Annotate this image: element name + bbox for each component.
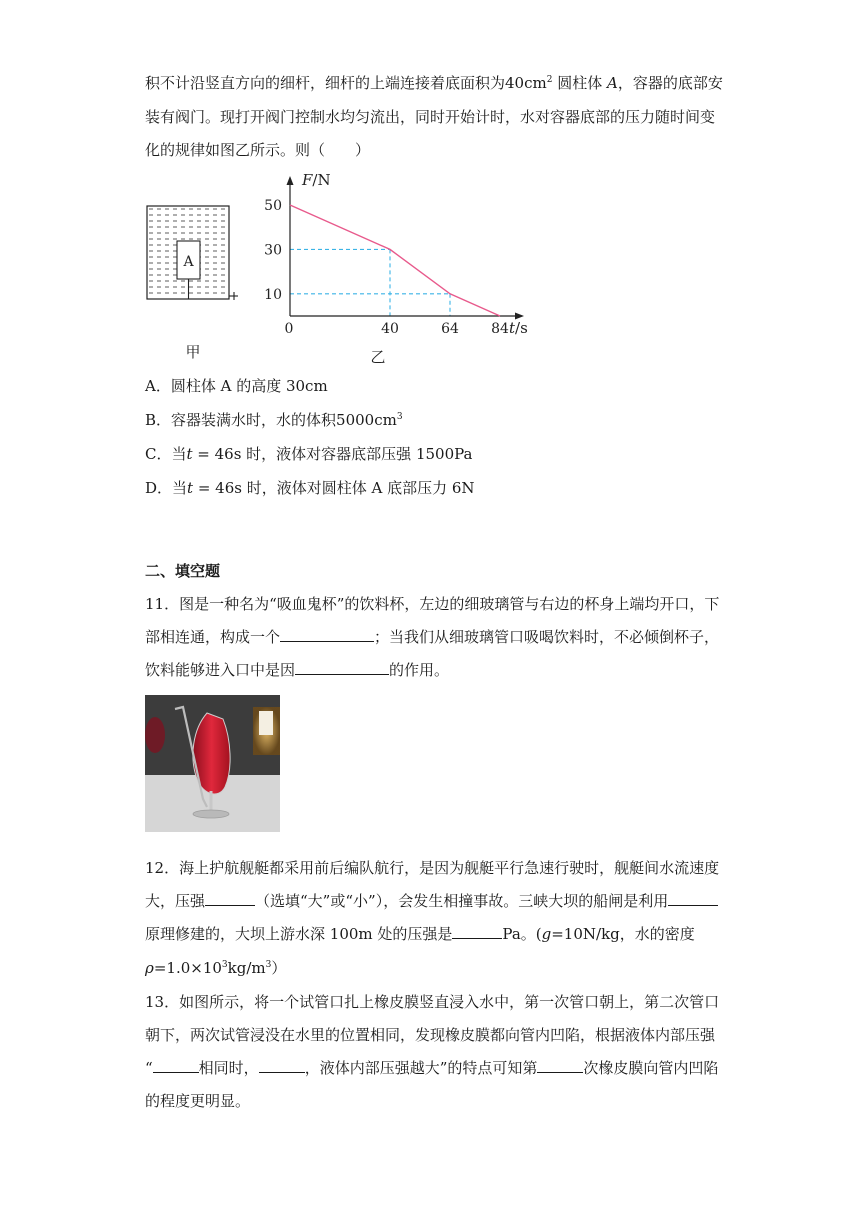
q13-blank-1[interactable]	[153, 1058, 199, 1073]
q10-line-1: 积不计沿竖直方向的细杆，细杆的上端连接着底面积为$40cm^2$ 圆柱体 A，容器的底部安	[145, 74, 723, 92]
figure-jia-caption: 甲	[185, 343, 201, 361]
q11-line-1: 11．图是一种名为“吸血鬼杯”的饮料杯，左边的细玻璃管与右边的杯身上端均开口，下	[145, 595, 720, 613]
chart-yi	[262, 166, 542, 371]
q13-line-1: 13．如图所示，将一个试管口扎上橡皮膜竖直浸入水中，第一次管口朝上，第二次管口	[145, 993, 720, 1011]
chart-caption: 乙	[370, 348, 386, 366]
y-tick-labels	[264, 198, 282, 303]
q11-blank-2[interactable]	[295, 660, 389, 675]
option-d: D．当t = 46s 时，液体对圆柱体 A 底部压力 6N	[145, 479, 475, 497]
q12-line-2: 大，压强 （选填“大”或“小”），会发生相撞事故。三峡大坝的船闸是利用	[145, 891, 725, 911]
figure-jia	[140, 200, 250, 370]
q13-line-2: 朝下，两次试管浸没在水里的位置相同，发现橡皮膜都向管内凹陷，根据液体内部压强	[145, 1026, 716, 1044]
y-tick-label-10: 10	[264, 286, 282, 303]
q12-blank-1[interactable]	[205, 891, 255, 906]
chart-series	[290, 205, 500, 316]
cylinder-a-label: A	[183, 254, 194, 270]
q12-blank-3[interactable]	[452, 924, 502, 939]
option-b: B．容器装满水时，水的体积$5000cm^3$	[145, 411, 403, 429]
vampire-cup-illustration	[145, 695, 280, 832]
option-c: C．当t = 46s 时，液体对容器底部压强 1500Pa	[145, 445, 473, 463]
q13-blank-2[interactable]	[259, 1058, 305, 1073]
q10-line-3: 化的规律如图乙所示。则（ ）	[145, 141, 371, 159]
option-a: A．圆柱体 A 的高度 30cm	[145, 377, 328, 395]
x-tick-label-40: 40	[381, 321, 399, 337]
q13-line-4: 的程度更明显。	[145, 1092, 251, 1110]
x-tick-label-84: 84	[491, 321, 509, 337]
q13-line-3: “ 相同时， ，液体内部压强越大”的特点可知第 次橡皮膜向管内凹陷	[145, 1059, 719, 1077]
y-tick-label-50: 50	[264, 198, 282, 214]
q12-line-3: 原理修建的，大坝上游水深 100m 处的压强是 Pa。(g=10N/kg，水的密度	[145, 925, 695, 943]
x-tick-label-64: 64	[441, 321, 459, 337]
vampire-cup-photo	[145, 695, 280, 832]
q12-line-1: 12．海上护航舰艇都采用前后编队航行，是因为舰艇平行急速行驶时，舰艇间水流速度	[145, 859, 720, 877]
x-tick-labels	[285, 321, 509, 337]
y-axis-label: F/N	[302, 171, 331, 189]
q13-blank-3[interactable]	[537, 1058, 583, 1073]
x-tick-label-0: 0	[284, 321, 294, 337]
x-axis-label: t/s	[509, 319, 528, 337]
q11-line-2: 部相连通，构成一个 ；当我们从细玻璃管口吸喝饮料时，不必倾倒杯子，	[145, 628, 720, 646]
section-title: 二、填空题	[145, 562, 221, 580]
y-axis-arrow	[287, 176, 294, 185]
q11-blank-1[interactable]	[280, 627, 374, 642]
q11-line-3: 饮料能够进入口中是因 的作用。	[145, 661, 450, 679]
q10-line-2: 装有阀门。现打开阀门控制水均匀流出，同时开始计时，水对容器底部的压力随时间变	[145, 108, 716, 126]
q12-line-4: $\rho=1.0\times 10^3kg/m^3$）	[145, 959, 287, 977]
q12-blank-2[interactable]	[668, 891, 718, 906]
chart-guides	[290, 249, 450, 316]
force-time-line	[290, 205, 500, 316]
y-tick-label-30: 30	[264, 242, 282, 259]
